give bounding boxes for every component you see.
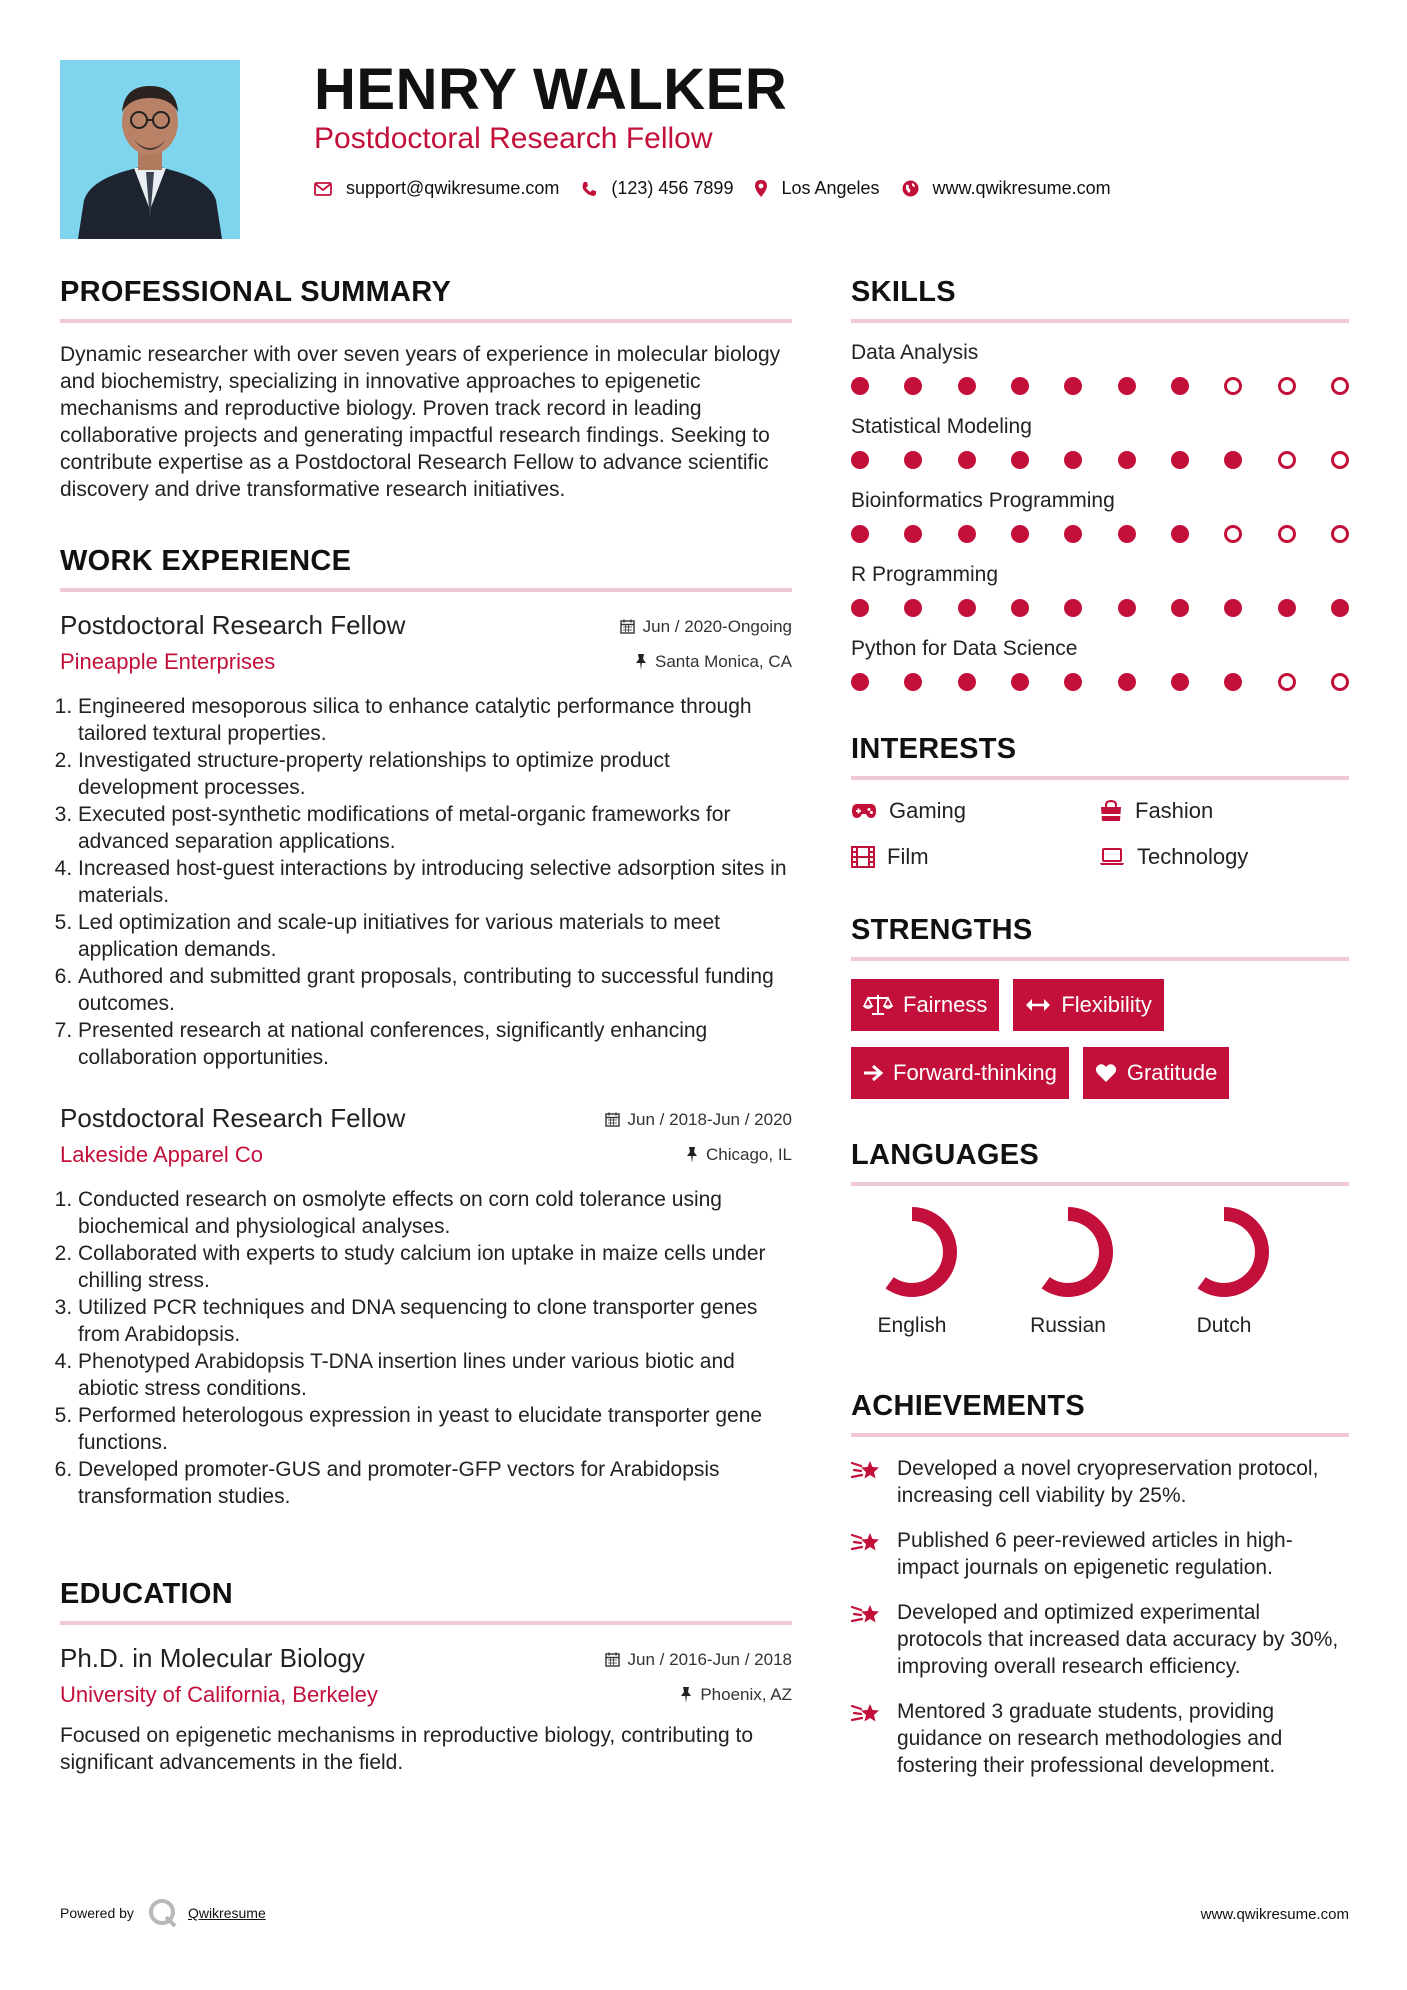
candidate-title: Postdoctoral Research Fellow bbox=[314, 122, 713, 155]
language-level-arc bbox=[1202, 1214, 1262, 1290]
summary-text: Dynamic researcher with over seven years of experience in molecular biology and biochemistry, specializing in innovative approaches to epigenetic mechanisms and reproductive biology. Proven track record in leading collaborative projects and generating impactful research findings. Seeking to contribute expertise as a Postdoctoral Research Fellow to advance scientific discovery and drive transformative research initiatives. bbox=[60, 343, 781, 501]
rating-dot-filled bbox=[904, 599, 922, 617]
section-divider bbox=[851, 319, 1349, 323]
rating-dot-filled bbox=[1064, 451, 1082, 469]
job-location-text: Chicago, IL bbox=[706, 1145, 792, 1164]
website-text: www.qwikresume.com bbox=[932, 178, 1111, 198]
rating-dot-filled bbox=[1011, 451, 1029, 469]
achievement-text: Published 6 peer-reviewed articles in high-impact journals on epigenetic regulation. bbox=[897, 1529, 1293, 1579]
rating-dot-filled bbox=[851, 377, 869, 395]
experience-heading: WORK EXPERIENCE bbox=[60, 545, 352, 577]
rating-dot-filled bbox=[1118, 673, 1136, 691]
location-text: Los Angeles bbox=[781, 178, 880, 198]
list-item: 7. Presented research at national conferences, significantly enhancing collaboration opportunities. bbox=[78, 1017, 792, 1071]
list-item: 2. Collaborated with experts to study calcium ion uptake in maize cells under chilling stress. bbox=[78, 1240, 792, 1294]
achievement-item bbox=[851, 1698, 1349, 1779]
interest-label: Gaming bbox=[889, 798, 967, 823]
skills-section bbox=[851, 276, 1349, 691]
language-level-arc bbox=[890, 1214, 950, 1290]
calendar-icon bbox=[605, 1112, 620, 1127]
education-dates-text: Jun / 2016-Jun / 2018 bbox=[627, 1649, 792, 1669]
rating-dot-filled bbox=[1064, 377, 1082, 395]
job-dates-text: Jun / 2020-Ongoing bbox=[642, 616, 792, 636]
language-level-ring bbox=[864, 1204, 960, 1300]
rating-dot-filled bbox=[1118, 451, 1136, 469]
list-item: 6. Authored and submitted grant proposals, contributing to successful funding outcomes. bbox=[78, 963, 792, 1017]
rating-dot-filled bbox=[1011, 525, 1029, 543]
achievement-item bbox=[851, 1599, 1349, 1680]
list-item: 3. Executed post-synthetic modifications of metal-organic frameworks for advanced separation applications. bbox=[78, 801, 792, 855]
section-divider bbox=[60, 1621, 792, 1625]
language-item bbox=[1169, 1204, 1279, 1338]
strengths-heading: STRENGTHS bbox=[851, 914, 1033, 946]
film-icon bbox=[851, 846, 875, 868]
calendar-icon bbox=[605, 1652, 620, 1667]
left-column bbox=[60, 276, 792, 1776]
language-item bbox=[1013, 1204, 1123, 1338]
job-role: Postdoctoral Research Fellow bbox=[60, 1103, 406, 1133]
rating-dot-filled bbox=[1171, 451, 1189, 469]
rating-dot-empty bbox=[1278, 377, 1296, 395]
job-entry bbox=[60, 610, 792, 1071]
rating-dot-filled bbox=[851, 673, 869, 691]
job-location bbox=[686, 1145, 792, 1165]
rating-dot-filled bbox=[958, 673, 976, 691]
rating-dot-empty bbox=[1224, 525, 1242, 543]
degree-title: Ph.D. in Molecular Biology bbox=[60, 1643, 365, 1673]
rating-dot-filled bbox=[851, 525, 869, 543]
strength-tag bbox=[851, 1047, 1069, 1099]
calendar-icon bbox=[620, 619, 635, 634]
interest-item bbox=[1099, 798, 1349, 824]
rating-dot-filled bbox=[1064, 673, 1082, 691]
strength-tag bbox=[851, 979, 999, 1031]
rating-dot-filled bbox=[1171, 525, 1189, 543]
rating-dot-empty bbox=[1331, 377, 1349, 395]
rating-dot-filled bbox=[904, 673, 922, 691]
strengths-section bbox=[851, 914, 1349, 1099]
footer-website[interactable]: www.qwikresume.com bbox=[1200, 1906, 1349, 1923]
list-item: 4. Phenotyped Arabidopsis T-DNA insertion lines under various biotic and abiotic stress conditions. bbox=[78, 1348, 792, 1402]
job-entry bbox=[60, 1103, 792, 1510]
job-bullets bbox=[60, 693, 792, 1071]
education-dates bbox=[605, 1650, 792, 1670]
job-company: Lakeside Apparel Co bbox=[60, 1142, 264, 1167]
job-company: Pineapple Enterprises bbox=[60, 649, 276, 674]
skill-name: Statistical Modeling bbox=[851, 415, 1032, 438]
interest-item bbox=[851, 798, 1099, 824]
rating-dot-filled bbox=[1171, 599, 1189, 617]
shooting-star-icon bbox=[851, 1601, 883, 1629]
rating-dot-filled bbox=[1064, 525, 1082, 543]
education-location-text: Phoenix, AZ bbox=[700, 1685, 792, 1704]
section-divider bbox=[60, 319, 792, 323]
rating-dot-empty bbox=[1278, 673, 1296, 691]
skill-name: Python for Data Science bbox=[851, 637, 1078, 660]
contact-bar bbox=[314, 178, 1133, 199]
rating-dot-filled bbox=[1118, 599, 1136, 617]
language-name: Dutch bbox=[1196, 1314, 1252, 1337]
skill-rating bbox=[851, 673, 1349, 691]
rating-dot-empty bbox=[1278, 451, 1296, 469]
profile-photo bbox=[60, 60, 240, 239]
brand-link[interactable]: Qwikresume bbox=[187, 1905, 266, 1921]
list-item: 3. Utilized PCR techniques and DNA sequencing to clone transporter genes from Arabidopsis. bbox=[78, 1294, 792, 1348]
job-dates bbox=[605, 1110, 792, 1130]
list-item: 1. Conducted research on osmolyte effects on corn cold tolerance using biochemical and physiological analyses. bbox=[78, 1186, 792, 1240]
rating-dot-filled bbox=[904, 377, 922, 395]
phone-text: (123) 456 7899 bbox=[611, 178, 734, 198]
language-name: English bbox=[877, 1314, 947, 1337]
contact-location bbox=[755, 178, 879, 199]
languages-section bbox=[851, 1139, 1349, 1338]
rating-dot-filled bbox=[1011, 673, 1029, 691]
list-item: 2. Investigated structure-property relationships to optimize product development processes. bbox=[78, 747, 792, 801]
education-location bbox=[680, 1685, 792, 1705]
rating-dot-empty bbox=[1331, 451, 1349, 469]
rating-dot-filled bbox=[958, 451, 976, 469]
right-column bbox=[851, 276, 1349, 1797]
skills-list bbox=[851, 341, 1349, 691]
skill-rating bbox=[851, 525, 1349, 543]
shooting-star-icon bbox=[851, 1529, 883, 1557]
section-divider bbox=[851, 957, 1349, 961]
shooting-star-icon bbox=[851, 1700, 883, 1728]
list-item: 5. Performed heterologous expression in yeast to elucidate transporter gene functions. bbox=[78, 1402, 792, 1456]
map-pin-icon bbox=[755, 180, 767, 197]
list-item: 4. Increased host-guest interactions by introducing selective adsorption sites in materials. bbox=[78, 855, 792, 909]
education-section bbox=[60, 1578, 792, 1776]
rating-dot-empty bbox=[1278, 525, 1296, 543]
job-location-text: Santa Monica, CA bbox=[654, 652, 792, 671]
globe-icon bbox=[902, 180, 919, 197]
rating-dot-filled bbox=[851, 599, 869, 617]
list-item: 1. Engineered mesoporous silica to enhance catalytic performance through tailored textural properties. bbox=[78, 693, 792, 747]
language-level-ring bbox=[1176, 1204, 1272, 1300]
achievement-item bbox=[851, 1455, 1349, 1509]
list-item: 6. Developed promoter-GUS and promoter-GFP vectors for Arabidopsis transformation studies. bbox=[78, 1456, 792, 1510]
contact-website[interactable] bbox=[902, 178, 1111, 199]
languages-heading: LANGUAGES bbox=[851, 1139, 1039, 1171]
skill-rating bbox=[851, 377, 1349, 395]
interests-heading: INTERESTS bbox=[851, 733, 1017, 765]
achievement-item bbox=[851, 1527, 1349, 1581]
rating-dot-filled bbox=[1064, 599, 1082, 617]
skill-rating bbox=[851, 599, 1349, 617]
rating-dot-filled bbox=[1171, 377, 1189, 395]
strength-tag bbox=[1083, 1047, 1230, 1099]
skills-heading: SKILLS bbox=[851, 276, 956, 308]
rating-dot-empty bbox=[1331, 525, 1349, 543]
interests-section bbox=[851, 733, 1349, 870]
job-dates-text: Jun / 2018-Jun / 2020 bbox=[627, 1109, 792, 1129]
skill-rating bbox=[851, 451, 1349, 469]
section-divider bbox=[851, 1182, 1349, 1186]
experience-section bbox=[60, 545, 792, 1510]
rating-dot-filled bbox=[1171, 673, 1189, 691]
job-location bbox=[635, 652, 792, 672]
gamepad-icon bbox=[851, 803, 877, 819]
summary-heading: PROFESSIONAL SUMMARY bbox=[60, 276, 452, 308]
strength-label: Flexibility bbox=[1061, 992, 1152, 1017]
shooting-star-icon bbox=[851, 1457, 883, 1485]
rating-dot-filled bbox=[958, 599, 976, 617]
skill-name: Bioinformatics Programming bbox=[851, 489, 1115, 512]
language-item bbox=[857, 1204, 967, 1338]
strength-label: Fairness bbox=[903, 992, 988, 1017]
rating-dot-empty bbox=[1331, 673, 1349, 691]
footer-powered-by bbox=[60, 1898, 266, 1928]
rating-dot-filled bbox=[1011, 377, 1029, 395]
rating-dot-filled bbox=[958, 377, 976, 395]
interest-label: Technology bbox=[1137, 844, 1249, 869]
pushpin-icon bbox=[635, 654, 647, 670]
section-divider bbox=[851, 776, 1349, 780]
summary-section bbox=[60, 276, 792, 503]
strength-label: Gratitude bbox=[1126, 1060, 1218, 1085]
rating-dot-filled bbox=[1224, 599, 1242, 617]
achievement-text: Mentored 3 graduate students, providing guidance on research methodologies and fostering their professional development. bbox=[897, 1700, 1283, 1777]
rating-dot-filled bbox=[1011, 599, 1029, 617]
rating-dot-filled bbox=[1224, 451, 1242, 469]
pushpin-icon bbox=[680, 1687, 692, 1703]
rating-dot-filled bbox=[904, 451, 922, 469]
candidate-name: HENRY WALKER bbox=[314, 57, 788, 122]
email-text: support@qwikresume.com bbox=[346, 178, 560, 198]
rating-dot-filled bbox=[1224, 673, 1242, 691]
rating-dot-filled bbox=[851, 451, 869, 469]
education-description: Focused on epigenetic mechanisms in reproductive biology, contributing to significant advancements in the field. bbox=[60, 1724, 753, 1774]
rating-dot-filled bbox=[1278, 599, 1296, 617]
balance-scale-icon bbox=[863, 994, 893, 1016]
strength-label: Forward-thinking bbox=[893, 1060, 1057, 1085]
job-role: Postdoctoral Research Fellow bbox=[60, 610, 406, 640]
job-bullets bbox=[60, 1186, 792, 1510]
achievements-heading: ACHIEVEMENTS bbox=[851, 1390, 1086, 1422]
phone-icon bbox=[581, 181, 597, 197]
education-heading: EDUCATION bbox=[60, 1578, 233, 1610]
rating-dot-filled bbox=[904, 525, 922, 543]
interest-label: Film bbox=[887, 844, 929, 869]
laptop-icon bbox=[1099, 848, 1125, 866]
language-name: Russian bbox=[1030, 1314, 1106, 1337]
school-name: University of California, Berkeley bbox=[60, 1682, 378, 1707]
skill-name: R Programming bbox=[851, 563, 999, 586]
interest-item bbox=[851, 844, 1099, 870]
achievements-section bbox=[851, 1390, 1349, 1779]
heart-icon bbox=[1095, 1063, 1117, 1083]
contact-email[interactable] bbox=[314, 178, 559, 199]
section-divider bbox=[60, 588, 792, 592]
languages-list bbox=[857, 1204, 1279, 1338]
skill-name: Data Analysis bbox=[851, 341, 979, 364]
powered-by-text: Powered by bbox=[60, 1905, 134, 1921]
arrow-right-icon bbox=[863, 1064, 883, 1082]
rating-dot-filled bbox=[958, 525, 976, 543]
achievement-text: Developed a novel cryopreservation protocol, increasing cell viability by 25%. bbox=[897, 1457, 1319, 1507]
job-dates bbox=[620, 617, 792, 637]
strength-tag bbox=[1013, 979, 1163, 1031]
rating-dot-filled bbox=[1118, 525, 1136, 543]
interest-item bbox=[1099, 844, 1349, 870]
arrows-horizontal-icon bbox=[1025, 998, 1051, 1012]
list-item: 5. Led optimization and scale-up initiatives for various materials to meet application demands. bbox=[78, 909, 792, 963]
pushpin-icon bbox=[686, 1147, 698, 1163]
rating-dot-filled bbox=[1331, 599, 1349, 617]
rating-dot-filled bbox=[1118, 377, 1136, 395]
contact-phone[interactable] bbox=[581, 178, 733, 199]
shopping-bag-icon bbox=[1099, 800, 1123, 822]
envelope-icon bbox=[314, 182, 332, 196]
achievement-text: Developed and optimized experimental protocols that increased data accuracy by 30%, improving overall research efficiency. bbox=[897, 1601, 1339, 1678]
language-level-arc bbox=[1046, 1214, 1106, 1290]
interest-label: Fashion bbox=[1135, 798, 1214, 823]
rating-dot-empty bbox=[1224, 377, 1242, 395]
section-divider bbox=[851, 1433, 1349, 1437]
qwikresume-logo-icon bbox=[148, 1898, 180, 1928]
language-level-ring bbox=[1020, 1204, 1116, 1300]
